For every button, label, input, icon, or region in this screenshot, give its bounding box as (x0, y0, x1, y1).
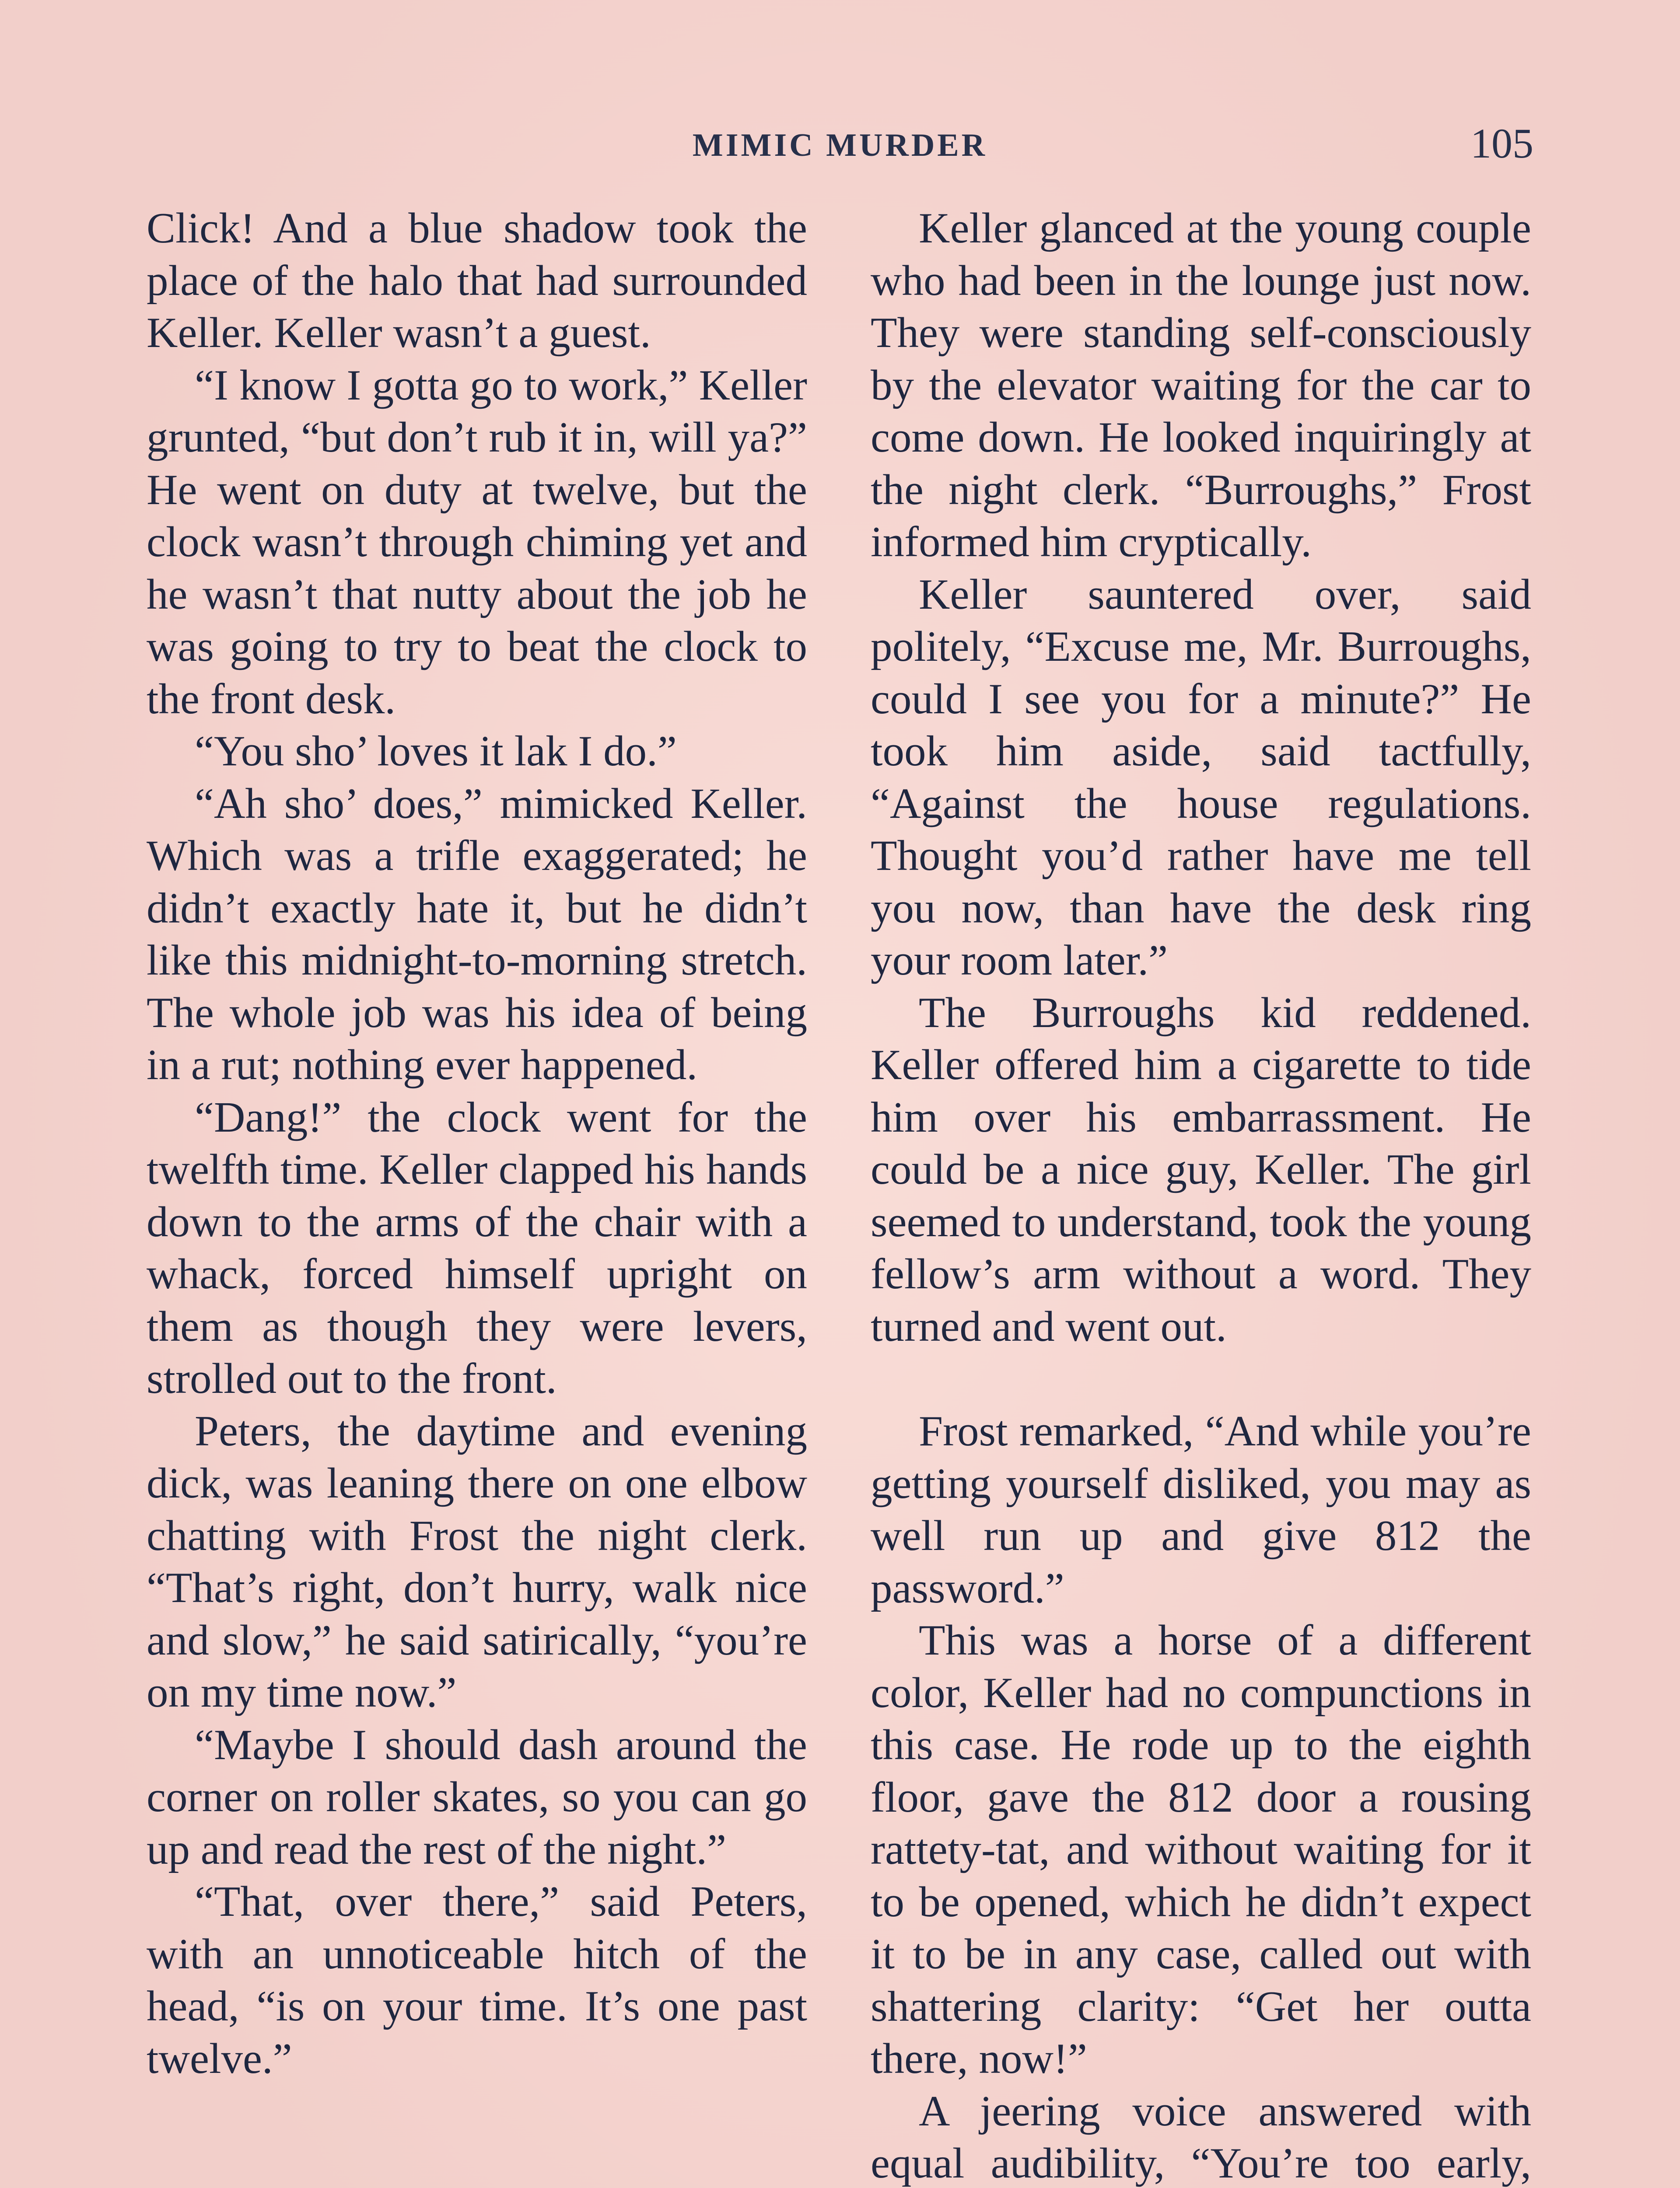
right-column (871, 202, 1531, 2188)
paragraph: The Burroughs kid reddened. Keller offered him a cigarette to tide him over his embarrassment. He could be a nice guy, Keller. The girl seemed to understand, took the young fellow’s arm without a word. They turned and went out. (871, 989, 1531, 1350)
running-title: MIMIC MURDER (692, 127, 988, 163)
paragraph: Peters, the daytime and evening dick, was leaning there on one elbow chatting with Frost the night clerk. “That’s right, don’t hurry, walk nice and slow,” he said satirically, “you’re on my time now.” (147, 1407, 807, 1716)
paragraph: “Dang!” the clock went for the twelfth time. Keller clapped his hands down to the arms of the chair with a whack, forced himself upright on them as though they were levers, strolled out to the front. (147, 1093, 807, 1403)
page-number: 105 (1470, 120, 1533, 167)
paragraph: “Maybe I should dash around the corner on roller skates, so you can go up and read the rest of the night.” (147, 1721, 807, 1873)
paragraph: “I know I gotta go to work,” Keller grunted, “but don’t rub it in, will ya?” He went on duty at twelve, but the clock wasn’t through chiming yet and he wasn’t that nutty about the job he was going to try to beat the clock to the front desk. (147, 361, 807, 723)
paragraph: “Ah sho’ does,” mimicked Keller. Which was a trifle exaggerated; he didn’t exactly hate it, but he didn’t like this midnight-to-morning stretch. The whole job was his idea of being in a rut; nothing ever happened. (147, 779, 807, 1089)
paragraph: Click! And a blue shadow took the place of the halo that had surrounded Keller. Keller wasn’t a guest. (147, 204, 807, 357)
paragraph: “That, over there,” said Peters, with an unnoticeable hitch of the head, “is on your time. It’s one past twelve.” (147, 1878, 807, 2083)
paragraph: A jeering voice answered with equal audibility, “You’re too early, (871, 2087, 1531, 2187)
paragraph: Keller glanced at the young couple who had been in the lounge just now. They were standing self-consciously by the elevator waiting for the car to come down. He looked inquiringly at the night clerk. “Burroughs,” Frost informed him cryptically. (871, 204, 1531, 566)
paragraph: This was a horse of a different color, Keller had no compunctions in this case. He rode up to the eighth floor, gave the 812 door a rousing rattety-tat, and without waiting for it to be opened, which he didn’t expect it to be in any case, called out with shattering clarity: “Get her outta there, now!” (871, 1616, 1531, 2083)
paragraph: “You sho’ loves it lak I do.” (195, 727, 677, 775)
paragraph: Frost remarked, “And while you’re getting yourself disliked, you may as well run up and give 812 the password.” (871, 1407, 1531, 1612)
paragraph: Keller sauntered over, said politely, “Excuse me, Mr. Burroughs, could I see you for a minute?” He took him aside, said tactfully, “Against the house regulations. Thought you’d rather have me tell you now, than have the desk ring your room later.” (871, 570, 1531, 984)
left-column (147, 202, 807, 2085)
page-header (147, 120, 1533, 179)
